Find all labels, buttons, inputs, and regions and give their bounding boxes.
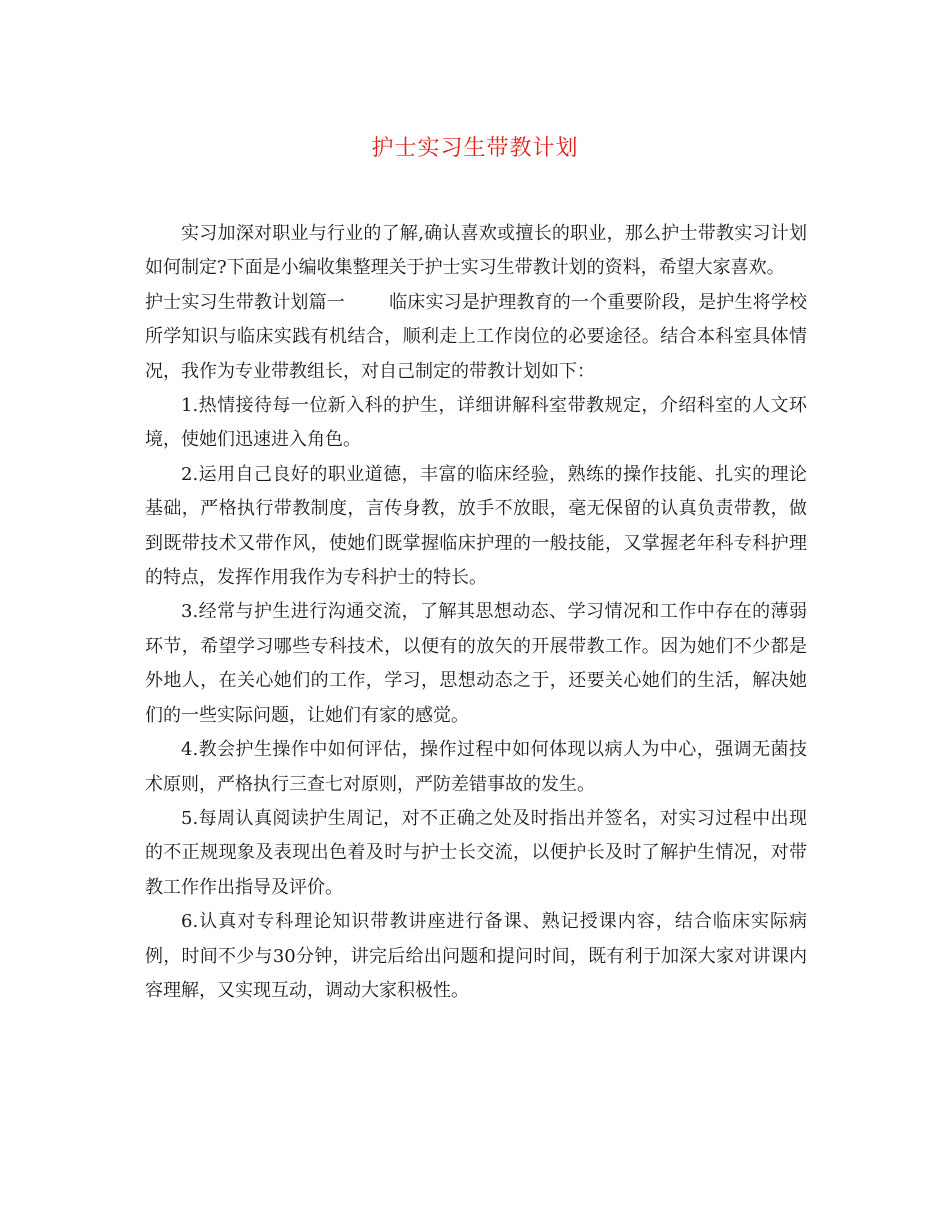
list-item: 1.热情接待每一位新入科的护生，详细讲解科室带教规定，介绍科室的人文环境，使她们迅速进入角色。	[145, 395, 807, 451]
document-body	[145, 217, 807, 1008]
section-intro: 临床实习是护理教育的一个重要阶段，是护生将学校所学知识与临床实践有机结合，顺利走上工作岗位的必要途径。结合本科室具体情况，我作为专业带教组长，对自己制定的带教计划如下：	[145, 291, 808, 382]
document-title: 护士实习生带教计划	[371, 136, 579, 161]
intro-paragraph: 实习加深对职业与行业的了解,确认喜欢或擅长的职业，那么护士带教实习计划如何制定?下面是小编收集整理关于护士实习生带教计划的资料，希望大家喜欢。	[145, 223, 807, 279]
items-list	[145, 389, 807, 1008]
list-item: 2.运用自己良好的职业道德，丰富的临床经验，熟练的操作技能、扎实的理论基础，严格执行带教制度，言传身教，放手不放眼，毫无保留的认真负责带教，做到既带技术又带作风，使她们既掌握临床护理的一般技能，又掌握老年科专科护理的特点，发挥作用我作为专科护士的特长。	[145, 463, 807, 589]
list-item: 4.教会护生操作中如何评估，操作过程中如何体现以病人为中心，强调无菌技术原则，严格执行三查七对原则，严防差错事故的发生。	[145, 739, 807, 795]
list-item: 5.每周认真阅读护生周记，对不正确之处及时指出并签名，对实习过程中出现的不正规现象及表现出色着及时与护士长交流，以便护长及时了解护生情况，对带教工作作出指导及评价。	[145, 807, 807, 898]
list-item: 6.认真对专科理论知识带教讲座进行备课、熟记授课内容，结合临床实际病例，时间不少与30分钟，讲完后给出问题和提问时间，既有利于加深大家对讲课内容理解，又实现互动，调动大家积极性。	[145, 911, 807, 1001]
list-item: 3.经常与护生进行沟通交流，了解其思想动态、学习情况和工作中存在的薄弱环节，希望学习哪些专科技术，以便有的放矢的开展带教工作。因为她们不少都是外地人，在关心她们的工作，学习，思想动态之于，还要关心她们的生活，解决她们的一些实际问题，让她们有家的感觉。	[145, 601, 807, 726]
section-paragraph	[145, 286, 807, 389]
section-heading: 护士实习生带教计划篇一	[145, 291, 345, 313]
